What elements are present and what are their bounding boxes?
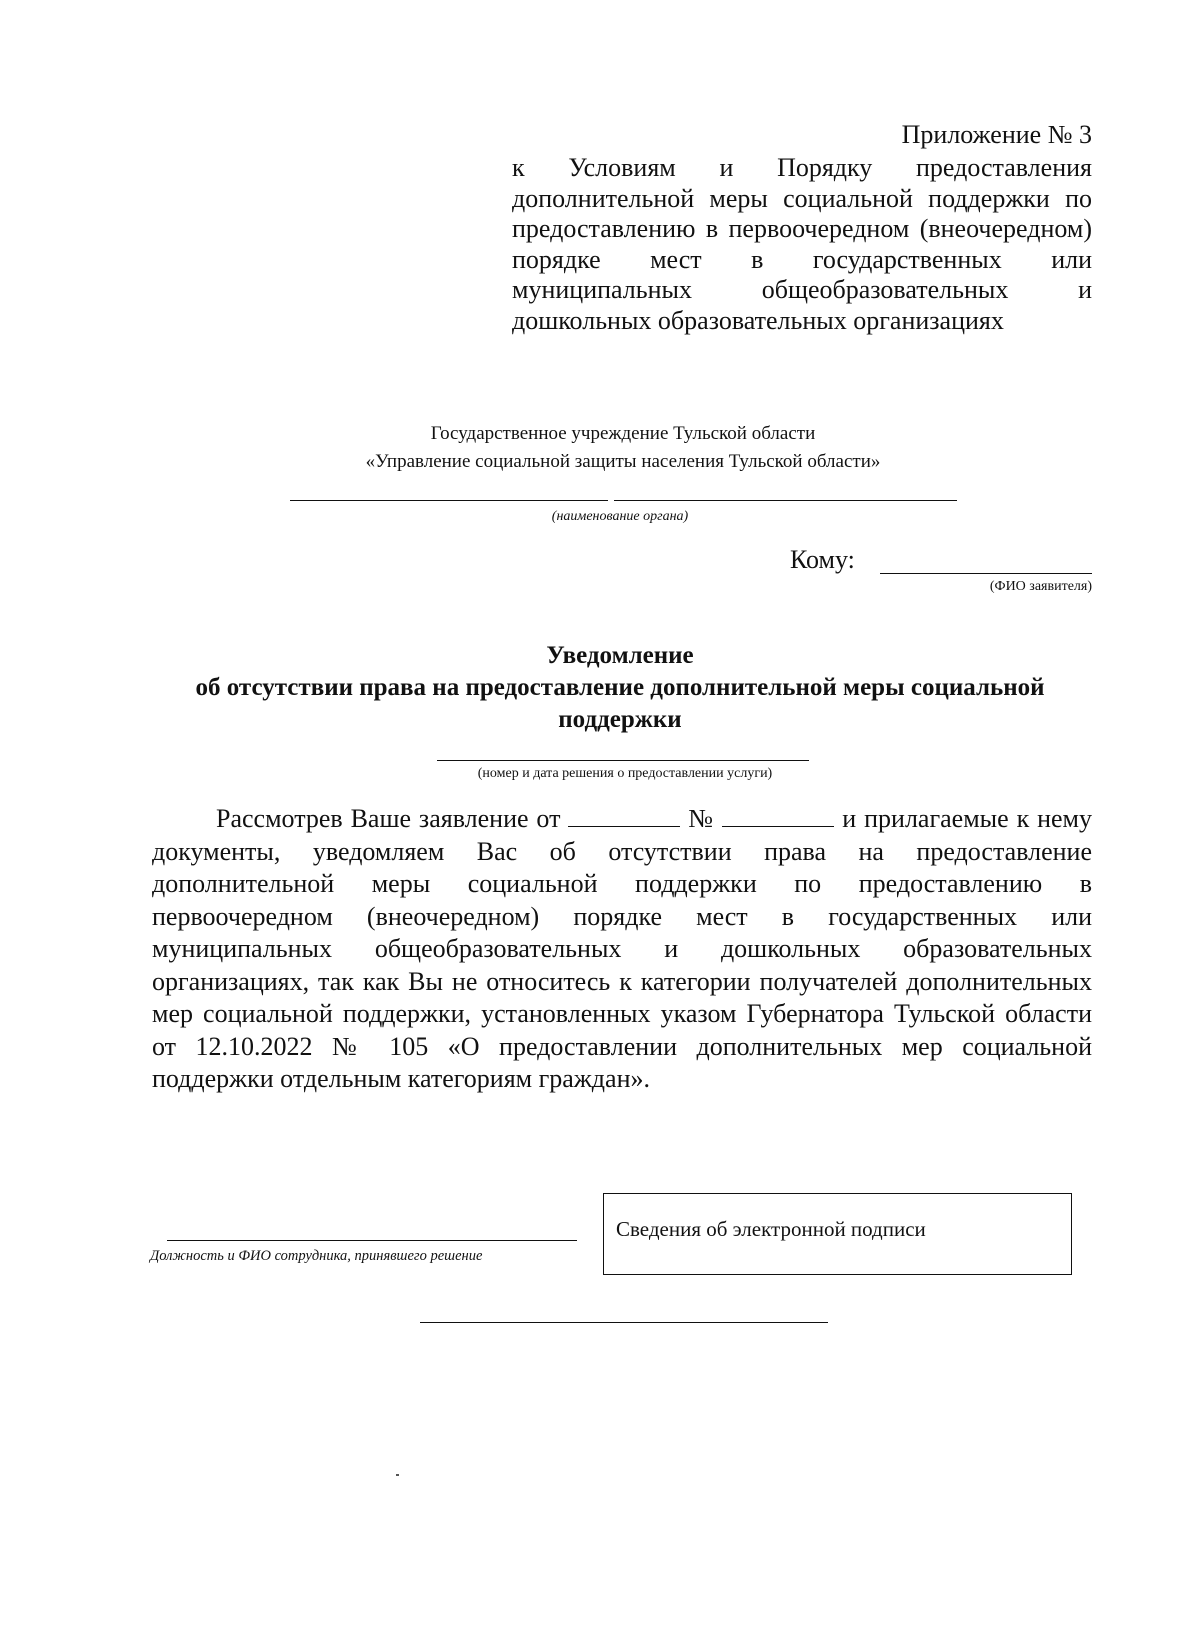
decision-caption: (номер и дата решения о предоставлении услуги)	[477, 766, 773, 781]
body-part-2: №	[688, 804, 715, 833]
notice-title	[150, 640, 1090, 736]
appendix-title: Приложение № 3	[901, 120, 1092, 149]
body-part-3: и прилагаемые к нему документы, уведомляем Вас об отсутствии права на предоставление дополнительной меры социальной поддержки по предоставлению в первоочередном (внеочередном) порядке мест в государственных или муниципальных общеобразовательных и дошкольных образовательных организациях, так как Вы не относитесь к категории получателей дополнительных мер социальной поддержки, установленных указом Губернатора Тульской области от 12.10.2022 № 105 «О предоставлении дополнительных мер социальной поддержки отдельным категориям граждан».	[152, 804, 1093, 1093]
institution-line-2: «Управление социальной защиты населения Тульской области»	[365, 451, 881, 472]
recipient-caption: (ФИО заявителя)	[989, 579, 1092, 594]
bottom-rule	[420, 1322, 828, 1323]
institution-line-1: Государственное учреждение Тульской области	[430, 423, 816, 444]
institution-rule-left	[290, 500, 608, 501]
application-number-blank	[722, 806, 834, 827]
recipient-rule	[880, 573, 1092, 574]
body-part-1: Рассмотрев Ваше заявление от	[216, 804, 561, 833]
notice-subtitle: об отсутствии права на предоставление дополнительной меры социальной поддержки	[195, 674, 1045, 733]
application-date-blank	[568, 806, 680, 827]
official-rule	[167, 1240, 577, 1241]
notice-body	[152, 803, 1092, 1096]
institution-name	[290, 420, 956, 476]
esign-label: Сведения об электронной подписи	[616, 1217, 926, 1241]
esign-box	[603, 1193, 1072, 1275]
institution-caption: (наименование органа)	[551, 509, 689, 524]
recipient-label: Кому:	[790, 545, 855, 574]
notice-heading: Уведомление	[546, 642, 694, 669]
appendix-body: к Условиям и Порядку предоставления дополнительной меры социальной поддержки по предоставлению в первоочередном (внеочередном) порядке мест в государственных или муниципальных общеобразовательных и дошкольных образовательных организациях	[512, 153, 1092, 335]
institution-rule-right	[614, 500, 957, 501]
scan-speck	[396, 1474, 399, 1476]
official-caption: Должность и ФИО сотрудника, принявшего решение	[150, 1248, 483, 1264]
decision-rule	[437, 760, 809, 761]
